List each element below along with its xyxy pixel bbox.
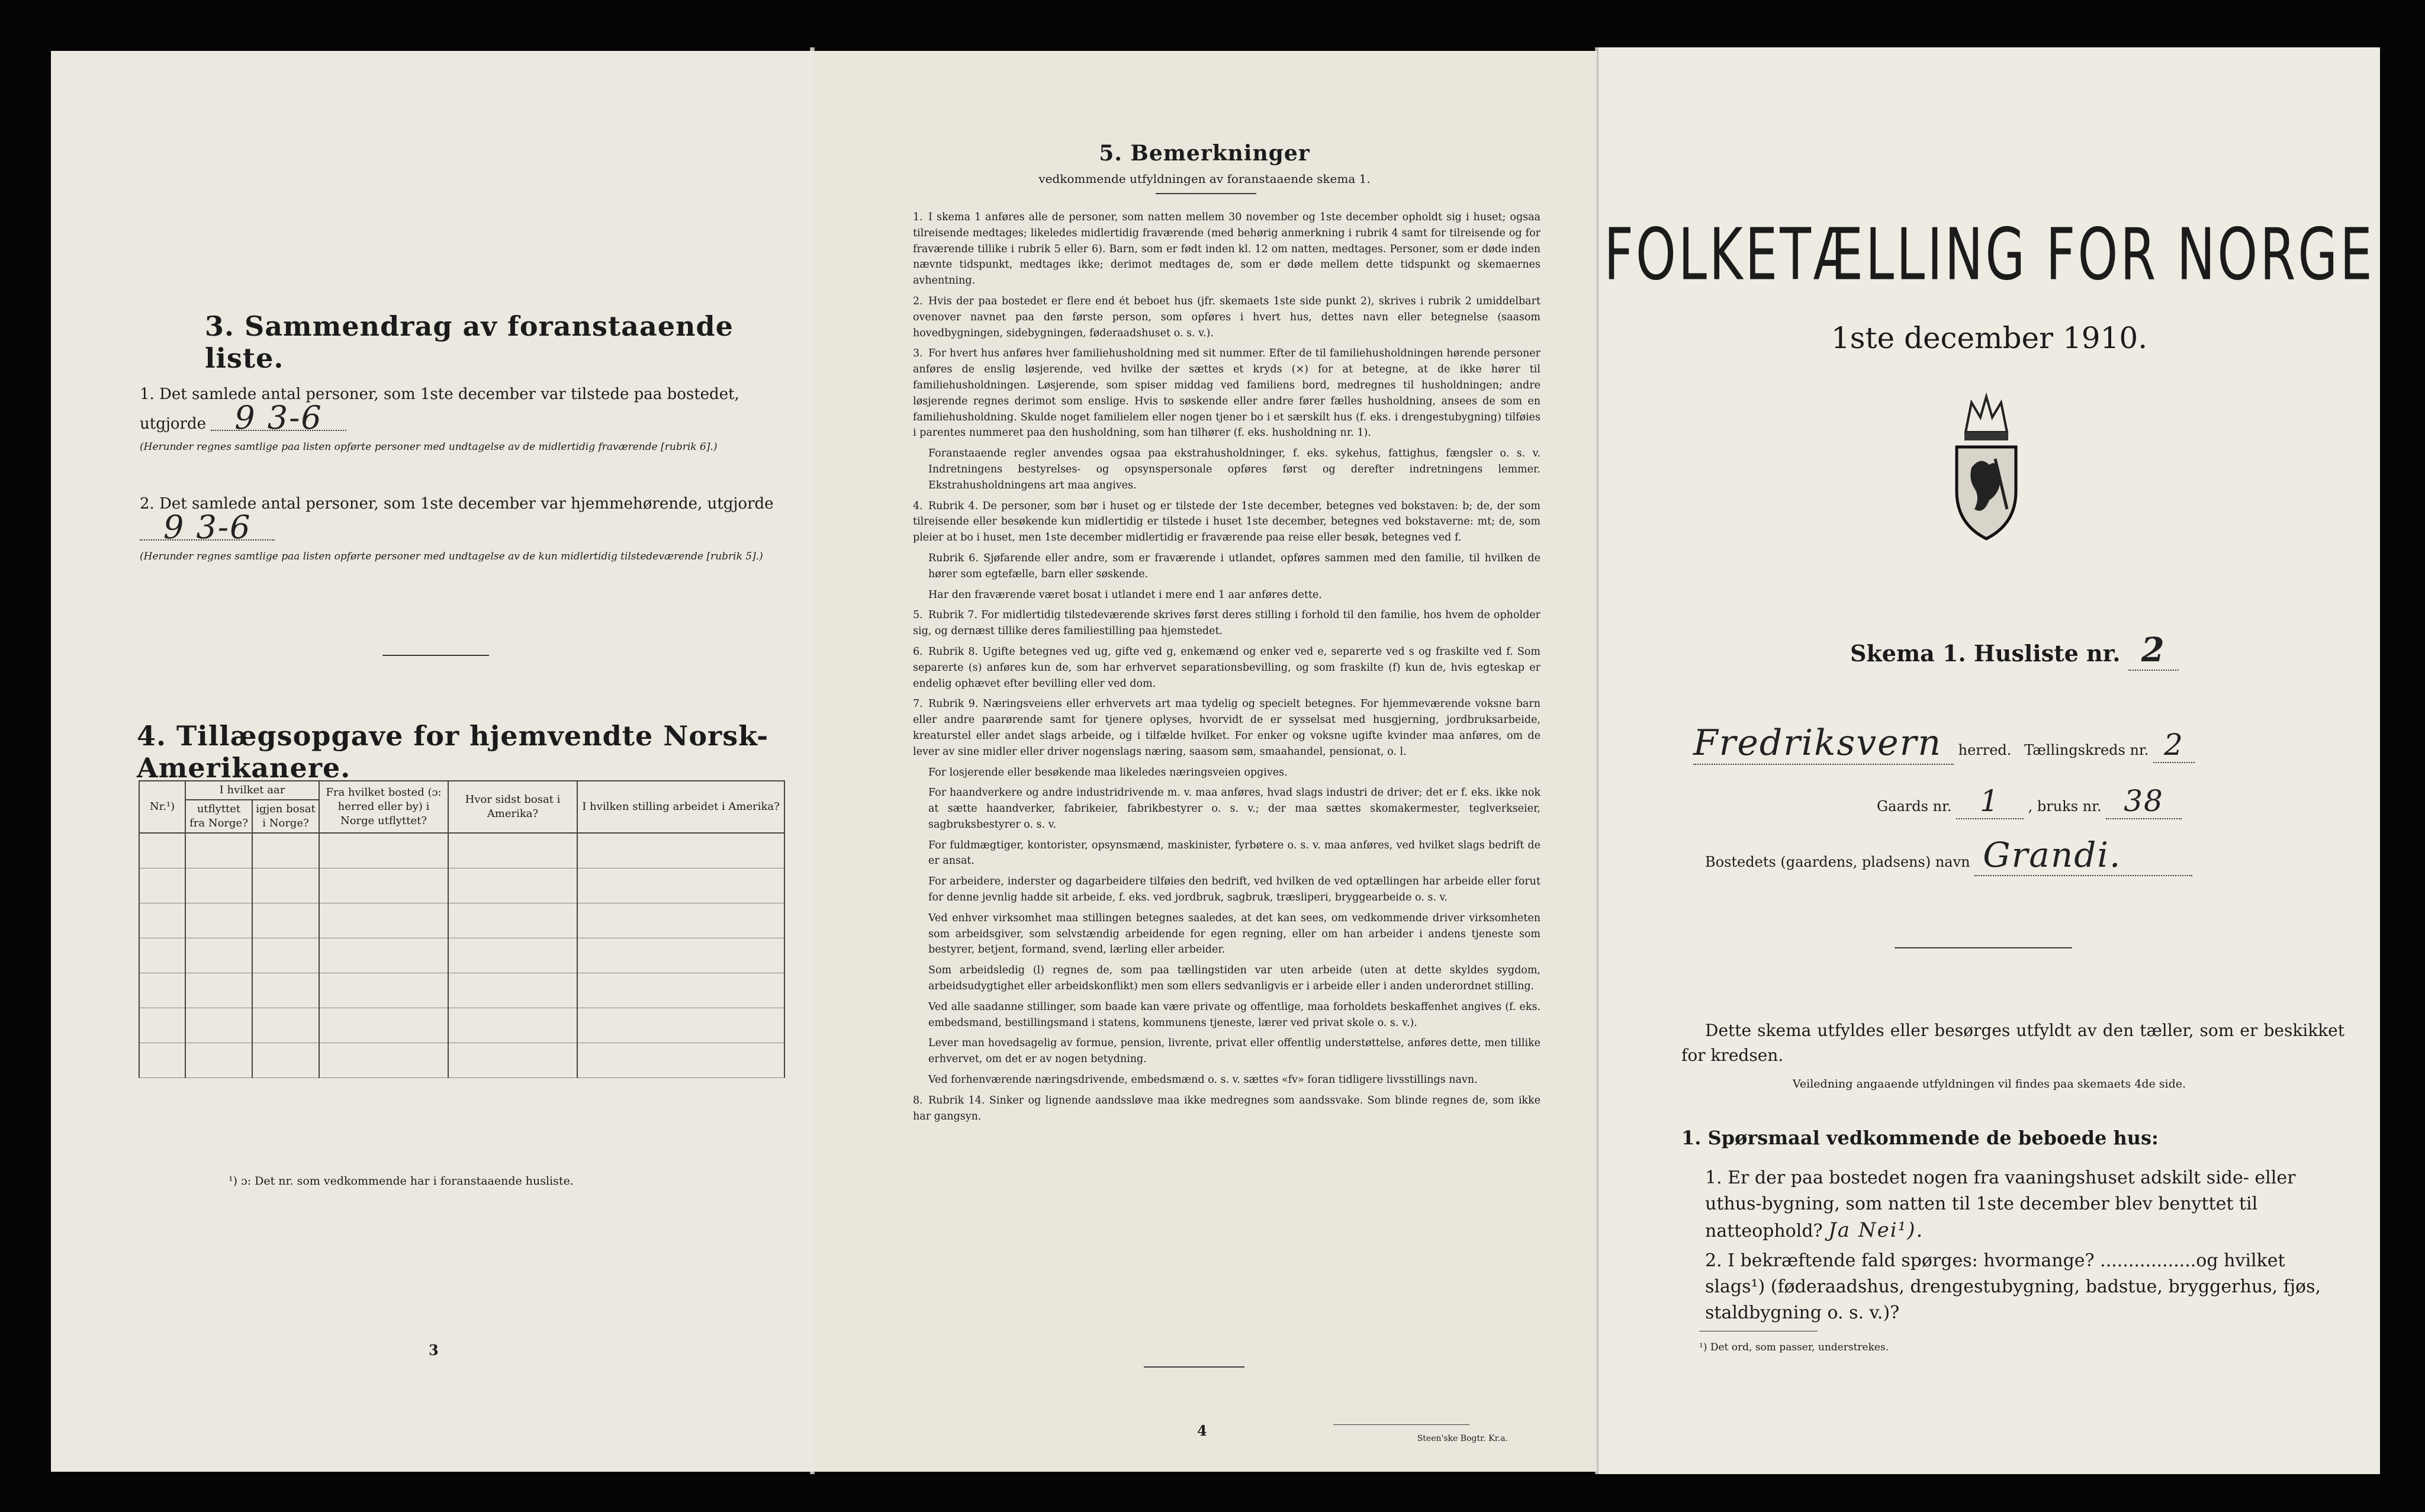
remark-text: I skema 1 anføres alle de personer, som natten mellem 30 november og 1ste december opholdt sig i huset; ogsaa tilreisende medtages; likeledes midlertidig fraværende (med behørig anmerkning i rubrik 4 samt for tilreisende og for fraværende tillike i rubrik 5 eller 6). Barn, som er født inden kl. 12 om natten, medtages. Personer, som er døde inden nævnte tidspunkt, medtages ikke; derimot medtages de, som er døde mellem dette tidspunkt og skemaernes avhentning. <box>913 211 1540 287</box>
veiledning-text: Veiledning angaaende utfyldningen vil findes paa skemaets 4de side. <box>1792 1077 2186 1090</box>
divider <box>1156 193 1256 194</box>
remark-text: Rubrik 8. Ugifte betegnes ved ug, gifte ved g, enkemænd og enker ved e, separerte ved s og fraskilte ved f. Som separerte (s) anføres kun de, som har erhvervet separationsbevilling, og som fraskilte (f) kun de, hvis egteskap er endelig ophævet efter bevilling eller ved dom. <box>913 645 1540 690</box>
item2-note: (Herunder regnes samtlige paa listen opførte personer med undtagelse av de kun midlertidig tilstedeværende [rubrik 5].) <box>140 551 763 562</box>
left-page <box>51 51 815 1472</box>
kreds-value: 2 <box>2153 728 2195 763</box>
remark-number: 6. <box>913 645 923 658</box>
remark-number: 5. <box>913 609 923 622</box>
section3-title: 3. Sammendrag av foranstaaende liste. <box>205 310 734 374</box>
remark-number: 7. <box>913 698 923 710</box>
remark-text: For arbeidere, inderster og dagarbeidere tilføies den bedrift, ved hvilken de ved optællingen har arbeide eller forut for denne jevnlig hadde sit arbeide, f. eks. ved jordbruk, sagbruk, træsliperi, bryggearbeide o. s. v. <box>928 876 1540 904</box>
intro-text: Dette skema utfyldes eller besørges utfyldt av den tæller, som er beskikket for kredsen. <box>1681 1021 2344 1065</box>
col-hvilket-aar: I hvilket aar <box>185 781 319 800</box>
remark-item <box>913 874 1540 906</box>
remark-text: Rubrik 9. Næringsveiens eller erhvervets art maa tydelig og specielt betegnes. For hjemmeværende voksne barn eller andre paarørende samt for tjenere oplyses, hvorvidt de er sysselsat med husgjerning, jordbruksarbeide, kreaturstel eller andet slags arbeide, og i tilfælde hvilket. For enker og voksne ugifte kvinder maa anføres, om de lever av sine midler eller driver nogenslags næring, saasom søm, smaahandel, pensionat, o. l. <box>913 698 1540 758</box>
herred-value: Fredriksvern <box>1693 722 1954 765</box>
remark-text: Rubrik 14. Sinker og lignende aandssløve maa ikke medregnes som aandssvake. Som blinde regnes de, som ikke har gangsyn. <box>913 1094 1540 1122</box>
remark-text: Rubrik 4. De personer, som bør i huset og er tilstede der 1ste december, betegnes ved bokstaven: b; de, der som tilreisende eller besøkende kun midlertidig er tilstede i huset 1ste december, betegnes ved bokstaverne: mt; de, som pleier at bo i huset, men 1ste december midlertidig er fraværende paa reise eller besøk, betegnes ved f. <box>913 500 1540 544</box>
remark-text: Som arbeidsledig (l) regnes de, som paa tællingstiden var uten arbeide (uten at dette skyldes sygdom, arbeidsudygtighet eller arbeidskonflikt) men som ellers sedvanligvis er i arbeide eller i anden underordnet stilling. <box>928 964 1540 993</box>
divider <box>382 655 489 656</box>
question-1-answer: Ja Nei¹). <box>1828 1218 1924 1242</box>
remark-item <box>913 498 1540 546</box>
remark-item <box>913 644 1540 691</box>
questions-heading: 1. Spørsmaal vedkommende de beboede hus: <box>1681 1127 2159 1149</box>
middle-page <box>812 51 1597 1472</box>
remark-text: Hvis der paa bostedet er flere end ét beboet hus (jfr. skemaets 1ste side punkt 2), skrives i rubrik 2 umiddelbart ovenover navnet paa den første person, som opføres i hvert hus, dettes navn eller betegnelse (saasom hovedbygningen, sidebygningen, føderaadshuset o. s. v.). <box>913 295 1540 339</box>
remark-number: 2. <box>913 295 923 307</box>
remark-text: For hvert hus anføres hver familiehusholdning med sit nummer. Efter de til familiehusholdningen hørende personer anføres de enslig løsjerende, ved hvilke der sættes et kryds (×) for at betegne, at de ikke hører til familiehusholdningen. Løsjerende, som spiser middag ved familiens bord, medregnes til husholdningen; andre løsjerende regnes derimot som enslige. Hvis to søskende eller andre fører fælles husholdning, ansees de som en familiehusholdning. Skulde noget familielem eller nogen tjener bo i et særskilt hus (f. eks. i drengestubygning) tilføies i parentes nummeret paa den husholdning, som han tilhører (f. eks. husholdning nr. 1). <box>913 348 1540 439</box>
printer-mark: Steen'ske Bogtr. Kr.a. <box>1417 1434 1508 1443</box>
col-fra-bosted: Fra hvilket bosted (ɔ: herred eller by) i Norge utflyttet? <box>319 781 448 833</box>
census-title: FOLKETÆLLING FOR NORGE <box>1604 213 2375 296</box>
remark-item <box>913 446 1540 493</box>
gaards-line <box>1877 784 2182 819</box>
skema-line <box>1850 630 2179 671</box>
remark-item <box>913 1035 1540 1067</box>
remark-item <box>913 551 1540 583</box>
remark-item <box>913 346 1540 441</box>
remarks-list <box>913 210 1540 1129</box>
item1-value: 9 3-6 <box>211 406 346 431</box>
questions-block <box>1681 1125 2344 1326</box>
norway-coat-of-arms-icon <box>1948 391 2025 547</box>
item2-text: 2. Det samlede antal personer, som 1ste december var hjemmehørende, utgjorde <box>140 495 774 513</box>
divider <box>1895 947 2072 948</box>
remarks-title: 5. Bemerkninger <box>1099 141 1310 166</box>
herred-line <box>1693 722 2195 765</box>
divider <box>1144 1366 1244 1368</box>
question-2: 2. I bekræftende fald spørges: hvormange? .................og hvilket slags¹) (føderaadshus, drengestubygning, badstue, bryggerhus, fjøs, staldbygning o. s. v.)? <box>1705 1250 2321 1323</box>
bruks-value: 38 <box>2106 784 2182 819</box>
question-1 <box>1681 1165 2344 1244</box>
remark-item <box>913 607 1540 639</box>
section4-footnote: ¹) ɔ: Det nr. som vedkommende har i foranstaaende husliste. <box>229 1175 574 1188</box>
remark-text: Har den fraværende været bosat i utlandet i mere end 1 aar anføres dette. <box>928 588 1322 601</box>
remark-text: For fuldmægtiger, kontorister, opsynsmænd, maskinister, fyrbøtere o. s. v. maa anføres, ved hvilket slags bedrift de er ansat. <box>928 839 1540 867</box>
table-row <box>139 938 784 973</box>
gaards-label: Gaards nr. <box>1877 798 1952 815</box>
section4-title: 4. Tillægsopgave for hjemvendte Norsk-Amerikanere. <box>137 720 769 784</box>
remark-item <box>913 765 1540 781</box>
remark-number: 8. <box>913 1094 923 1106</box>
question-1-text: 1. Er der paa bostedet nogen fra vaaningshuset adskilt side- eller uthus-bygning, som natten til 1ste december blev benyttet til natteophold? <box>1705 1167 2296 1241</box>
col-igjen-bosat: igjen bosat i Norge? <box>252 800 319 833</box>
col-sidst-bosat: Hvor sidst bosat i Amerika? <box>448 781 577 833</box>
table-row <box>139 973 784 1008</box>
bosted-value: Grandi. <box>1974 835 2192 876</box>
table-row <box>139 1043 784 1078</box>
bosted-label: Bostedets (gaardens, pladsens) navn <box>1705 854 1970 870</box>
remark-number: 4. <box>913 500 923 512</box>
census-date: 1ste december 1910. <box>1831 321 2148 355</box>
col-utflyttet: utflyttet fra Norge? <box>185 800 252 833</box>
remark-item <box>913 785 1540 832</box>
remark-number: 1. <box>913 211 923 223</box>
remark-text: Ved forhenværende næringsdrivende, embedsmænd o. s. v. sættes «fv» foran tidligere livsstillings navn. <box>928 1074 1478 1086</box>
remark-item <box>913 294 1540 341</box>
remarks-subtitle: vedkommende utfyldningen av foranstaaende skema 1. <box>1038 172 1371 186</box>
remark-item <box>913 587 1540 603</box>
divider <box>1333 1424 1469 1425</box>
remark-item <box>913 696 1540 760</box>
kreds-label: Tællingskreds nr. <box>2024 742 2149 758</box>
table-row <box>139 1008 784 1043</box>
skema-label: Skema 1. Husliste nr. <box>1850 640 2121 667</box>
remark-item <box>913 999 1540 1031</box>
section3-item1 <box>140 382 791 455</box>
bosted-line <box>1705 835 2192 876</box>
page-number-left: 3 <box>429 1342 439 1359</box>
remark-item <box>913 911 1540 958</box>
item1-text: 1. Det samlede antal personer, som 1ste december var tilstede paa bostedet, utgjorde <box>140 385 739 433</box>
remark-text: Foranstaaende regler anvendes ogsaa paa ekstrahusholdninger, f. eks. sykehus, fattighus, fængsler o. s. v. Indretningens bestyrelses- og opsynspersonale opføres først og derefter indretningens lemmer. Ekstrahusholdningens art maa angives. <box>928 448 1540 491</box>
remark-item <box>913 838 1540 870</box>
remark-text: Rubrik 7. For midlertidig tilstedeværende skrives først deres stilling i forhold til den familie, hos hvem de opholder sig, og dernæst tillike deres familiestilling paa hjemstedet. <box>913 609 1540 638</box>
col-stilling: I hvilken stilling arbeidet i Amerika? <box>577 781 784 833</box>
bruks-label: , bruks nr. <box>2028 798 2102 815</box>
herred-label: herred. <box>1958 742 2012 758</box>
gaards-value: 1 <box>1956 784 2024 819</box>
remark-item <box>913 1093 1540 1125</box>
section3-item2 <box>140 492 791 564</box>
table-row <box>139 833 784 868</box>
table-row <box>139 903 784 938</box>
remark-item <box>913 1072 1540 1088</box>
col-nr: Nr.¹) <box>139 781 185 833</box>
table-row <box>139 868 784 903</box>
remark-item <box>913 210 1540 289</box>
remark-text: Rubrik 6. Sjøfarende eller andre, som er fraværende i utlandet, opføres sammen med den familie, til hvilken de hører som egtefælle, barn eller søskende. <box>928 552 1540 580</box>
remark-item <box>913 963 1540 995</box>
remark-number: 3. <box>913 348 923 360</box>
remark-text: For haandverkere og andre industridrivende m. v. maa anføres, hvad slags industri de driver; det er f. eks. ikke nok at sætte haandverker, fabrikeier, fabrikbestyrer o. s. v.; der maa sættes skomakermester, teglverkseier, sagbruksbestyrer o. s. v. <box>928 787 1540 831</box>
remark-text: For losjerende eller besøkende maa likeledes næringsveien opgives. <box>928 766 1288 778</box>
page-number-middle: 4 <box>1197 1422 1207 1439</box>
right-page <box>1599 47 2380 1474</box>
remark-text: Ved enhver virksomhet maa stillingen betegnes saaledes, at det kan sees, om vedkommende driver virksomheten som arbeidsgiver, som selvstændig arbeidende for egen regning, eller om han arbeider i andens tjeneste som bestyrer, betjent, formand, svend, lærling eller arbeider. <box>928 912 1540 956</box>
norsk-amerikanere-table <box>139 780 785 1078</box>
right-footnote: ¹) Det ord, som passer, understrekes. <box>1699 1342 1889 1353</box>
remark-text: Ved alle saadanne stillinger, som baade kan være private og offentlige, maa forholdets beskaffenhet angives (f. eks. embedsmand, bestillingsmand i statens, kommunens tjeneste, lærer ved privat skole o. s. v.). <box>928 1001 1540 1029</box>
item1-note: (Herunder regnes samtlige paa listen opførte personer med undtagelse av de midlertidig fraværende [rubrik 6].) <box>140 441 718 453</box>
item2-value: 9 3-6 <box>140 516 275 541</box>
remark-text: Lever man hovedsagelig av formue, pension, livrente, privat eller offentlig understøttelse, anføres dette, men tillike erhvervet, om det er av nogen betydning. <box>928 1037 1540 1066</box>
husliste-number: 2 <box>2128 630 2179 671</box>
